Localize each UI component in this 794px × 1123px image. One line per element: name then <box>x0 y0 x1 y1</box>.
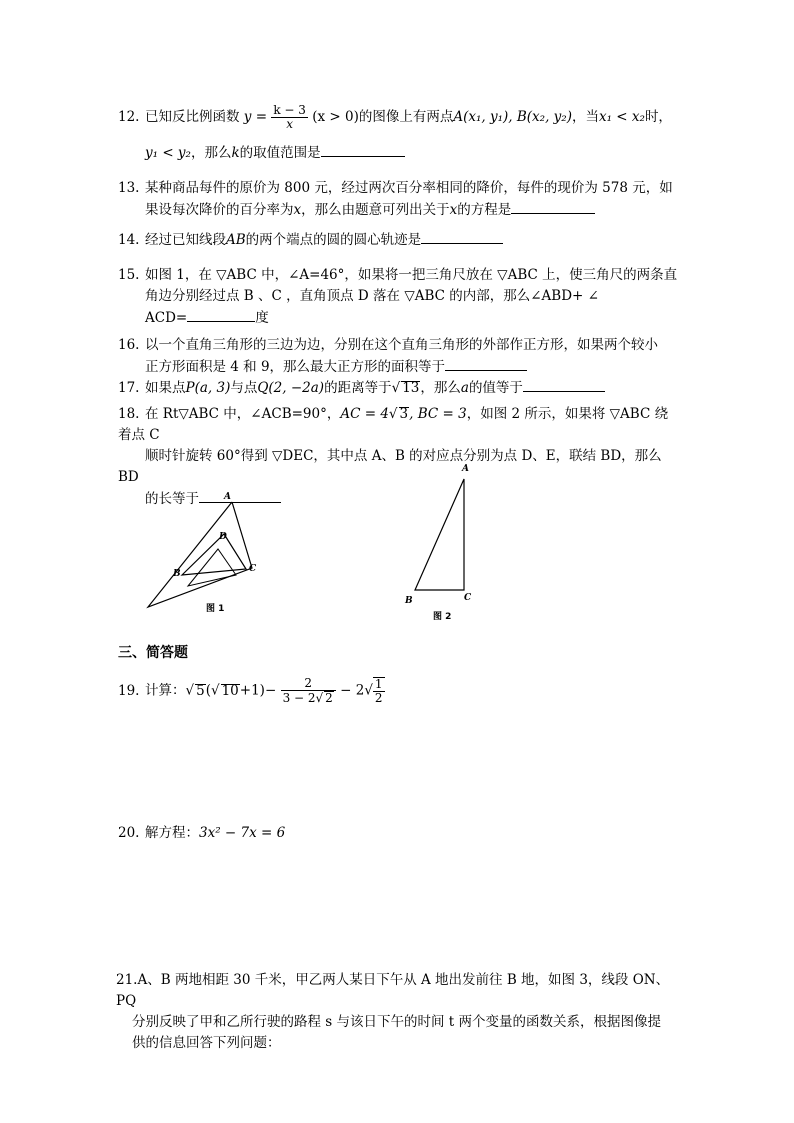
label-a: A <box>224 492 231 502</box>
answer-blank[interactable] <box>321 142 405 157</box>
question-number: 18. <box>118 406 140 422</box>
label-b: B <box>173 569 181 579</box>
fraction: $\frac{k - 3}{x}$ <box>273 103 306 131</box>
fraction: $\frac{1}{2}$ <box>374 677 383 705</box>
label-c: C <box>249 564 257 574</box>
fraction: $\frac{2}{3 - 2√ 2}$ <box>281 677 336 705</box>
question-12: 12. 已知反比例函数 y = $\frac{k - 3}{x}$ (x > 0)的图像上有两点A(x₁, y₁), B(x₂, y₂)，当x₁ < x₂时， <box>118 103 672 131</box>
section-heading: 三、简答题 <box>118 645 188 661</box>
question-14: 14. 经过已知线段AB的两个端点的圆的圆心轨迹是 <box>118 229 678 251</box>
answer-blank[interactable] <box>523 377 605 392</box>
label-b: B <box>405 596 413 606</box>
question-12-line2: y₁ < y₂，那么k的取值范围是 <box>118 142 678 164</box>
question-number: 21. <box>116 972 138 988</box>
question-number: 20. <box>118 825 140 841</box>
answer-blank[interactable] <box>445 356 527 371</box>
answer-blank[interactable] <box>511 199 595 214</box>
question-number: 13. <box>118 180 140 196</box>
question-19: 19. 计算：√ 5(√ 10+1)− $\frac{2}{3 - 2√ 2}$ − 2√ $\frac{1}{2}$ <box>118 676 383 705</box>
figure-caption: 图 2 <box>433 612 452 622</box>
figure-1 <box>140 485 280 620</box>
label-a: A <box>462 464 469 474</box>
label-c: C <box>464 593 472 603</box>
question-number: 19. <box>118 682 140 699</box>
question-20: 20. 解方程：3x² − 7x = 6 <box>118 823 678 844</box>
answer-blank[interactable] <box>187 307 255 322</box>
label-d: D <box>219 532 227 542</box>
figure-caption: 图 1 <box>206 604 225 614</box>
question-number: 15. <box>118 267 140 283</box>
question-17: 17. 如果点P(a, 3)与点Q(2, −2a)的距离等于√ 13，那么a的值等于 <box>118 377 678 399</box>
question-18: 18. 在 Rt▽ABC 中，∠ACB=90°，AC = 4√ 3, BC = 3，如图 2 所示，如果将 ▽ABC 绕着点 C 顺时针旋转 60°得到 ▽DEC，其中点 A、B 的对应点分别为点 D、E，联结 BD，那么 BD 的长等于 <box>118 406 669 507</box>
question-number: 12. <box>118 109 140 125</box>
question-21: 21.A、B 两地相距 30 千米，甲乙两人某日下午从 A 地出发前往 B 地，如图 3，线段 ON、PQ 分别反映了甲和乙所行驶的路程 s 与该日下午的时间 t 两个变量的函数关系，根据图像提 供的信息回答下列问题： <box>116 972 670 1051</box>
figure-2 <box>398 458 488 628</box>
question-16: 16. 以一个直角三角形的三边为边，分别在这个直角三角形的外部作正方形，如果两个较小 正方形面积是 4 和 9，那么最大正方形的面积等于 <box>118 337 658 375</box>
question-number: 14. <box>118 232 140 248</box>
question-13: 13. 某种商品每件的原价为 800 元，经过两次百分率相同的降价，每件的现价为 578 元，如 果设每次降价的百分率为x，那么由题意可列出关于x的方程是 <box>118 180 673 218</box>
question-15: 15. 如图 1，在 ▽ABC 中，∠A=46°，如果将一把三角尺放在 ▽ABC 上，使三角尺的两条直 角边分别经过点 B 、C ，直角顶点 D 落在 ▽ABC 的内部，那么∠ABD+ ∠ ACD= 度 <box>118 267 678 326</box>
right-triangle-abc <box>415 479 464 590</box>
triangle-ruler-inner <box>188 549 236 586</box>
answer-blank[interactable] <box>421 229 503 244</box>
question-number: 17. <box>118 380 140 396</box>
question-number: 16. <box>118 337 140 353</box>
